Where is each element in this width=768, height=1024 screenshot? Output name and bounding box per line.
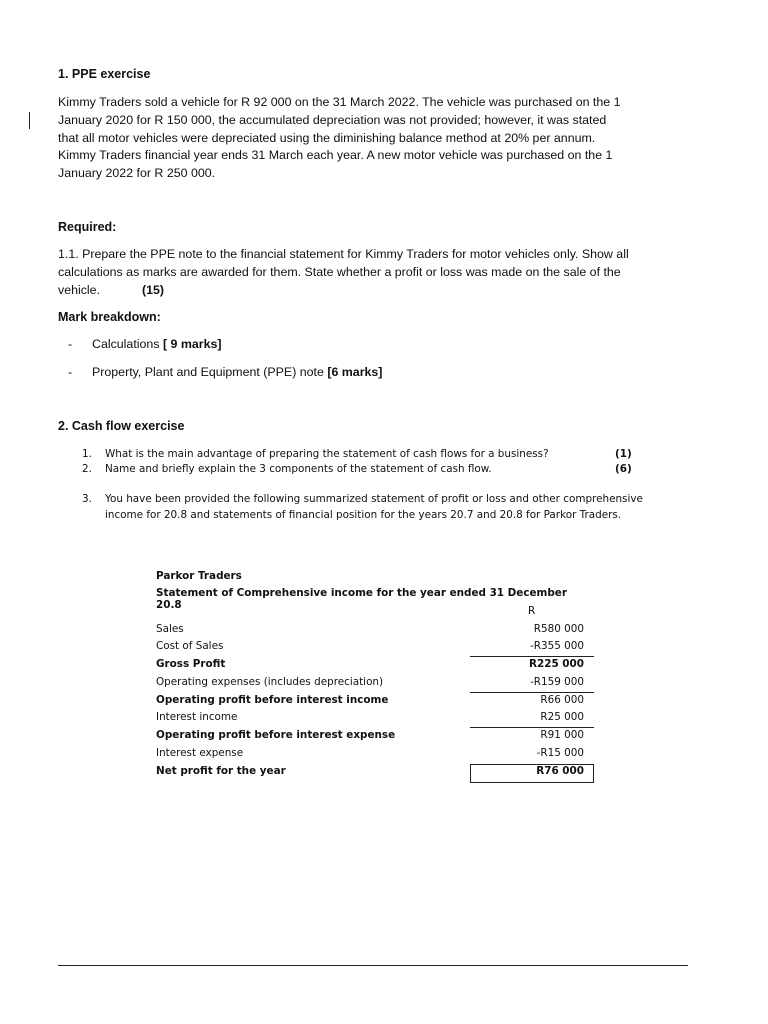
text-cursor [29,112,30,129]
statement-row-interest-income: Interest income R25 000 [156,711,584,723]
subtotal-rule [470,727,594,728]
breakdown-marks: [6 marks] [327,365,383,379]
task-paragraph [58,246,698,299]
question-text: What is the main advantage of preparing the statement of cash flows for a business? [105,448,549,460]
required-label: Required: [58,220,117,234]
paragraph-line: January 2022 for R 250 000. [58,166,216,181]
task-line-text: vehicle. [58,282,101,297]
question-text-line: income for 20.8 and statements of financial position for the years 20.7 and 20.8 for Parkor Traders. [105,508,622,521]
statement-row-interest-expense: Interest expense -R15 000 [156,747,584,759]
statement-row-op-profit-before-interest-expense: Operating profit before interest expense R91 000 [156,727,596,745]
question-text [105,492,665,523]
currency-header: R [528,605,536,617]
statement-company: Parkor Traders [156,570,242,582]
breakdown-item-calculations [92,337,222,351]
statement-row-op-profit-before-interest-income: Operating profit before interest income R66 000 [156,692,596,710]
section1-heading: 1. PPE exercise [58,67,151,81]
bullet-dash: - [68,337,73,351]
paragraph-line: Kimmy Traders financial year ends 31 March each year. A new motor vehicle was purchased on the 1 [58,148,613,163]
breakdown-text: Calculations [92,337,163,351]
statement-row-sales: Sales R580 000 [156,623,584,635]
question-number: 2. [82,463,92,475]
paragraph-line: Kimmy Traders sold a vehicle for R 92 000 on the 31 March 2022. The vehicle was purchased on the 1 [58,95,621,109]
statement-row-cost-of-sales: Cost of Sales -R355 000 [156,640,584,652]
section2-heading: 2. Cash flow exercise [58,419,185,433]
section1-paragraph [58,94,698,183]
breakdown-item-ppe-note [92,365,382,379]
question-marks: (1) [615,448,632,460]
statement-title: Statement of Comprehensive income for the year ended 31 December 20.8 [156,587,567,611]
paragraph-line: January 2020 for R 150 000, the accumulated depreciation was not provided; however, it was stated [58,112,607,127]
subtotal-rule [470,692,594,693]
statement-row-operating-expenses: Operating expenses (includes depreciation) -R159 000 [156,676,584,688]
question-marks: (6) [615,463,632,475]
footer-rule [58,965,688,966]
paragraph-line: that all motor vehicles were depreciated using the diminishing balance method at 20% per annum. [58,130,596,145]
task-marks: (15) [142,282,165,297]
bullet-dash: - [68,365,73,379]
subtotal-rule [470,656,594,657]
breakdown-marks: [ 9 marks] [162,337,222,351]
statement-row-net-profit: Net profit for the year R76 000 [156,763,596,781]
question-text: Name and briefly explain the 3 components of the statement of cash flow. [105,463,492,475]
statement-row-gross-profit: Gross Profit R225 000 [156,656,596,674]
question-number: 3. [82,493,92,505]
breakdown-text: Property, Plant and Equipment (PPE) note [92,365,328,379]
task-line: calculations as marks are awarded for them. State whether a profit or loss was made on the sale of the [58,264,621,279]
question-number: 1. [82,448,92,460]
mark-breakdown-label: Mark breakdown: [58,310,161,324]
task-line-last [58,282,698,300]
task-line: 1.1. Prepare the PPE note to the financial statement for Kimmy Traders for motor vehicles only. Show all [58,247,629,261]
question-text-line: You have been provided the following summarized statement of profit or loss and other comprehensive [105,493,643,505]
